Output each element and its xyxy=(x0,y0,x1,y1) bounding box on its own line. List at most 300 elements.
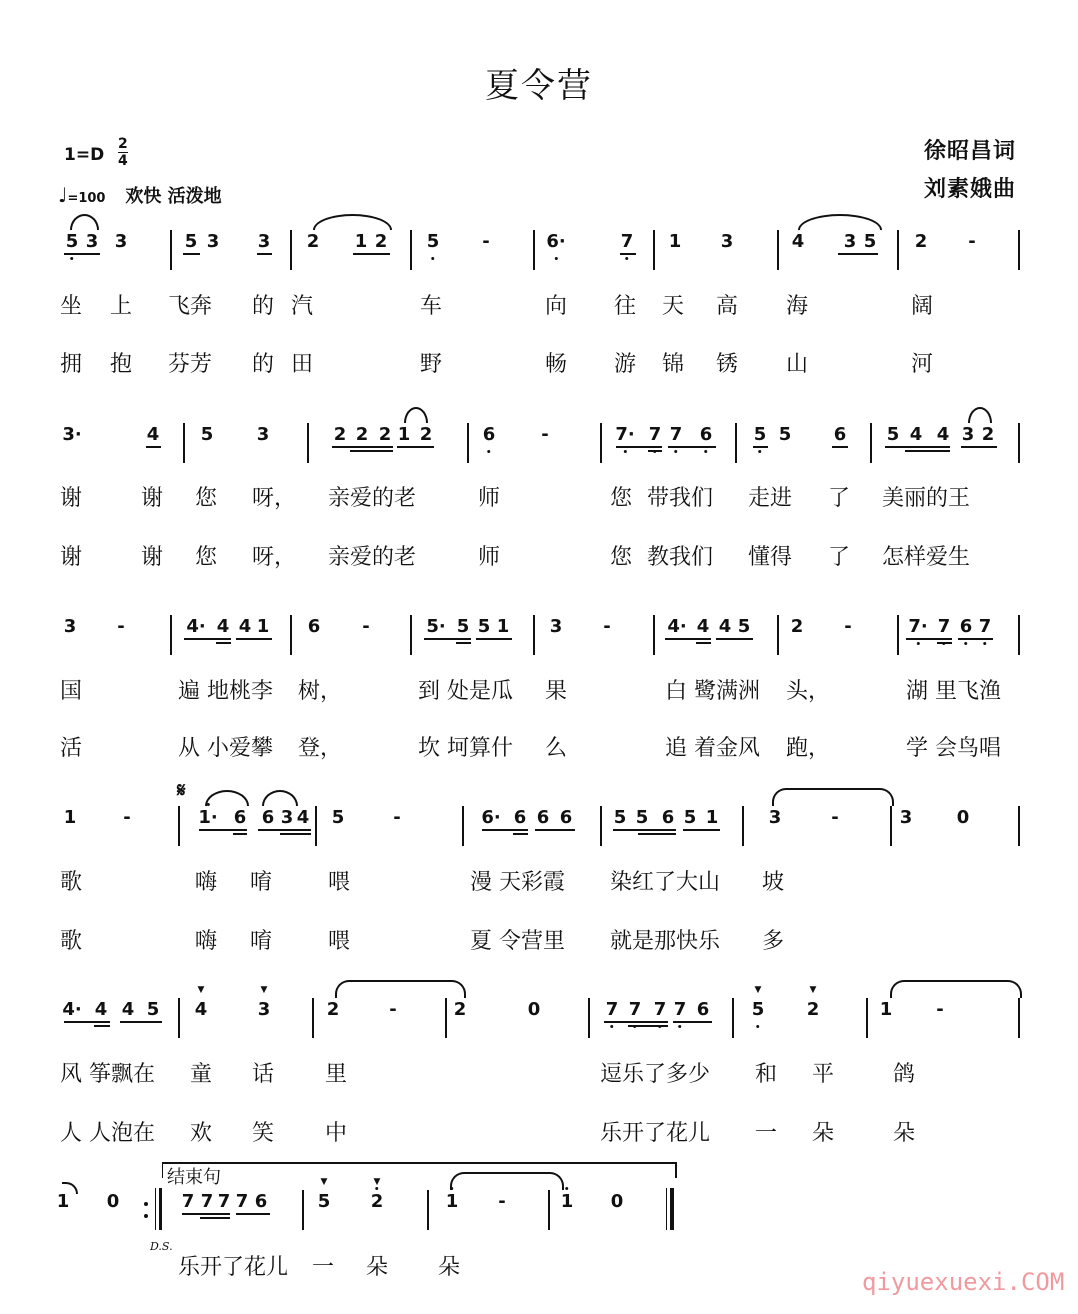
lyric-text: 果 xyxy=(545,679,568,704)
underline-beam xyxy=(64,253,100,255)
barline xyxy=(600,423,602,463)
underline-beam xyxy=(673,1021,712,1023)
barline xyxy=(777,230,779,270)
lyric-text: 遍 地桃李 xyxy=(178,679,273,704)
note: 6 xyxy=(254,1191,268,1212)
barline xyxy=(410,615,412,655)
note: - xyxy=(123,807,131,828)
barline xyxy=(533,230,535,270)
lyric-text: 坡 xyxy=(762,870,785,895)
lyric-text: 河 xyxy=(911,352,934,377)
note: 3 xyxy=(85,231,99,252)
lyric-text: 嗨 xyxy=(195,870,218,895)
note: 4 xyxy=(718,616,732,637)
lyric-text: 乐开了花儿 xyxy=(178,1255,289,1280)
underline-beam xyxy=(832,446,848,448)
lyric-text: 亲爱的老 xyxy=(328,486,417,511)
underline-beam xyxy=(216,642,231,644)
note: 6 xyxy=(233,807,247,828)
note: 0 xyxy=(956,807,970,828)
underline-beam xyxy=(146,446,161,448)
lyric-text: 嗨 xyxy=(195,929,218,954)
lyric-text: 野 xyxy=(420,352,443,377)
barline xyxy=(183,423,185,463)
lyric-text: 您 xyxy=(610,545,633,570)
lyric-text: 的 xyxy=(252,294,275,319)
slur xyxy=(262,790,298,806)
underline-beam xyxy=(476,638,512,640)
barline xyxy=(307,423,309,463)
underline-beam xyxy=(616,446,662,448)
note: 1 xyxy=(56,1191,70,1212)
low-octave-dot xyxy=(675,450,678,453)
underline-beam xyxy=(906,638,952,640)
staccato-icon: ▼ xyxy=(373,1177,381,1187)
expression-text: 欢快 活泼地 xyxy=(125,186,222,207)
lyric-text: 谢 xyxy=(60,545,83,570)
note: - xyxy=(844,616,852,637)
note: 4 xyxy=(121,999,135,1020)
lyric-text: 飞奔 xyxy=(168,294,213,319)
note: 5 xyxy=(66,232,79,252)
lyric-text: 跑， xyxy=(786,736,831,761)
note: 5 ▼ xyxy=(318,1192,331,1212)
note: 5 xyxy=(635,807,649,828)
note: 2 xyxy=(374,231,388,252)
barline xyxy=(315,806,317,846)
note: 1 xyxy=(354,231,368,252)
lyric-text: 山 xyxy=(786,352,809,377)
lyric-text: 风 筝飘在 xyxy=(60,1062,155,1087)
lyric-text: 湖 里飞渔 xyxy=(906,679,1001,704)
note: 3· xyxy=(62,424,82,445)
barline xyxy=(1018,998,1020,1038)
low-octave-dot xyxy=(965,642,968,645)
barline xyxy=(178,998,180,1038)
note: 3 xyxy=(256,424,270,445)
note: 5 xyxy=(427,232,440,252)
lyric-text: 怎样爱生 xyxy=(882,545,971,570)
note: 5 xyxy=(754,425,767,445)
note: 2 xyxy=(378,424,392,445)
underline-beam xyxy=(513,833,528,835)
lyric-text: 喂 xyxy=(328,929,351,954)
lyric-text: 登， xyxy=(298,736,343,761)
lyric-text: 唷 xyxy=(250,870,273,895)
lyric-text: 芬芳 xyxy=(168,352,213,377)
note: 6 xyxy=(307,616,321,637)
barline xyxy=(290,615,292,655)
note: 1· xyxy=(198,808,217,828)
note: - xyxy=(389,999,397,1020)
lyric-text: 一 xyxy=(312,1255,335,1280)
lyric-text: 多 xyxy=(762,929,785,954)
barline xyxy=(777,615,779,655)
note: 3 xyxy=(899,807,913,828)
lyric-text: 头， xyxy=(786,679,831,704)
lyric-text: 亲爱的老 xyxy=(328,545,417,570)
lyric-text: 游 xyxy=(614,352,637,377)
note: 4 xyxy=(791,231,805,252)
underline-beam xyxy=(838,253,878,255)
lyric-text: 走进 xyxy=(748,486,793,511)
underline-beam xyxy=(961,446,997,448)
underline-beam xyxy=(184,638,231,640)
note: 6 xyxy=(700,425,713,445)
high-octave-dot xyxy=(566,1187,569,1190)
note: 7· xyxy=(615,425,634,445)
repeat-dot-top xyxy=(144,1202,148,1206)
lyric-text: 么 xyxy=(545,736,568,761)
lyric-text: 锈 xyxy=(716,352,739,377)
barline xyxy=(410,230,412,270)
note: 4· xyxy=(667,616,687,637)
lyric-text: 逗乐了多少 xyxy=(600,1062,711,1087)
lyric-text: 朵 xyxy=(893,1121,916,1146)
lyric-text: 从 小爱攀 xyxy=(178,736,273,761)
barline xyxy=(732,998,734,1038)
note: 3 xyxy=(843,231,857,252)
lyric-text: 师 xyxy=(478,545,501,570)
lyric-text: 车 xyxy=(420,294,443,319)
lyric-text: 坐 xyxy=(60,294,83,319)
note: 3 xyxy=(549,616,563,637)
barline xyxy=(600,806,602,846)
low-octave-dot xyxy=(432,257,435,260)
slur xyxy=(798,214,882,230)
note: 2 ▼ xyxy=(371,1192,384,1212)
barline xyxy=(312,998,314,1038)
time-signature xyxy=(118,136,128,169)
lyric-text: 汽 xyxy=(291,294,314,319)
note: 6 xyxy=(960,617,973,637)
note: 6 xyxy=(696,999,710,1020)
note: 7 xyxy=(621,232,634,252)
underline-beam xyxy=(648,450,662,452)
lyric-text: 呀， xyxy=(252,545,297,570)
underline-beam xyxy=(716,638,753,640)
slur xyxy=(70,214,99,230)
lyric-text: 向 xyxy=(545,294,568,319)
note: - xyxy=(498,1191,506,1212)
note: 6 xyxy=(261,807,275,828)
low-octave-dot xyxy=(611,1025,614,1028)
slur xyxy=(313,214,392,230)
time-top: 2 xyxy=(118,136,128,152)
watermark: qiyuexuexi.COM xyxy=(862,1268,1065,1296)
note: 4 xyxy=(216,616,230,637)
underline-beam xyxy=(332,446,393,448)
note: 1 xyxy=(256,616,270,637)
lyric-text: 阔 xyxy=(911,294,934,319)
barline xyxy=(1018,806,1020,846)
note: 6· xyxy=(481,807,501,828)
underline-beam xyxy=(604,1021,668,1023)
underline-beam xyxy=(350,450,393,452)
underline-beam xyxy=(200,1217,230,1219)
note: 5 xyxy=(456,616,470,637)
barline xyxy=(866,998,868,1038)
lyric-text: 畅 xyxy=(545,352,568,377)
lyric-text: 您 xyxy=(610,486,633,511)
note: 7· xyxy=(908,617,927,637)
note: 2 xyxy=(453,999,467,1020)
barline xyxy=(170,230,172,270)
low-octave-dot xyxy=(624,450,627,453)
note: 3 xyxy=(280,807,294,828)
note: 7 xyxy=(200,1191,214,1212)
barline xyxy=(1018,423,1020,463)
underline-beam xyxy=(280,833,311,835)
note: - xyxy=(393,807,401,828)
lyric-text: 往 xyxy=(614,294,637,319)
note: 2 ▼ xyxy=(807,1000,820,1020)
lyric-text: 乐开了花儿 xyxy=(600,1121,711,1146)
underline-beam xyxy=(199,829,247,831)
note: 3 xyxy=(114,231,128,252)
underline-beam xyxy=(665,638,711,640)
underline-beam xyxy=(236,1213,270,1215)
note: 7 xyxy=(235,1191,249,1212)
barline xyxy=(445,998,447,1038)
underline-beam xyxy=(638,833,676,835)
underline-beam xyxy=(236,638,272,640)
quarter-note-icon: ♩ xyxy=(58,183,68,207)
note: 6 xyxy=(513,807,527,828)
barline xyxy=(178,806,180,846)
note: 5 xyxy=(146,999,160,1020)
lyric-text: 歌 xyxy=(60,929,83,954)
note: - xyxy=(482,231,490,252)
note: 7 xyxy=(674,1000,687,1020)
low-octave-dot xyxy=(555,257,558,260)
lyric-text: 里 xyxy=(325,1062,348,1087)
staccato-icon: ▼ xyxy=(197,985,205,995)
note: 0 xyxy=(106,1191,120,1212)
note: 6 xyxy=(483,425,496,445)
underline-beam xyxy=(937,642,952,644)
barline xyxy=(1018,615,1020,655)
note: 0 xyxy=(527,999,541,1020)
barline xyxy=(548,1190,550,1230)
low-octave-dot xyxy=(984,642,987,645)
lyric-text: 谢 xyxy=(60,486,83,511)
lyric-text: 国 xyxy=(60,679,83,704)
note: 2 xyxy=(981,424,995,445)
barline xyxy=(742,806,744,846)
lyric-text: 活 xyxy=(60,736,83,761)
barline xyxy=(897,615,899,655)
key-signature xyxy=(64,145,104,165)
lyric-text: 喂 xyxy=(328,870,351,895)
note: 5 xyxy=(737,616,751,637)
note: 4· xyxy=(186,616,206,637)
barline xyxy=(1018,230,1020,270)
low-octave-dot xyxy=(488,450,491,453)
note: 2 xyxy=(914,231,928,252)
lyric-text: 抱 xyxy=(110,352,133,377)
barline xyxy=(427,1190,429,1230)
note: 1 xyxy=(668,231,682,252)
note: 6 xyxy=(536,807,550,828)
underline-beam xyxy=(753,446,768,448)
ending-label: 结束句 xyxy=(167,1167,221,1188)
barline xyxy=(533,615,535,655)
note: 4 xyxy=(909,424,923,445)
underline-beam xyxy=(668,446,716,448)
low-octave-dot xyxy=(917,642,920,645)
lyric-text: 朵 xyxy=(438,1255,461,1280)
tie xyxy=(772,788,894,806)
tempo-value: =100 xyxy=(67,191,106,206)
note: 1 xyxy=(446,1192,459,1212)
barline xyxy=(897,230,899,270)
underline-beam xyxy=(628,1025,668,1027)
lyric-text: 笑 xyxy=(252,1121,275,1146)
repeat-dot-bottom xyxy=(144,1214,148,1218)
lyric-text: 了 xyxy=(828,545,851,570)
lyric-text: 童 xyxy=(190,1062,213,1087)
underline-beam xyxy=(183,253,200,255)
lyric-text: 美丽的王 xyxy=(882,486,971,511)
note: 5 xyxy=(886,424,900,445)
note: - xyxy=(603,616,611,637)
note: 5 xyxy=(477,616,491,637)
note: 2 xyxy=(306,231,320,252)
low-octave-dot xyxy=(759,450,762,453)
barline xyxy=(467,423,469,463)
underline-beam xyxy=(482,829,528,831)
ds-mark: D.S. xyxy=(150,1240,173,1253)
underline-beam xyxy=(120,1021,162,1023)
barline xyxy=(170,615,172,655)
barline xyxy=(290,230,292,270)
note: 3 xyxy=(206,231,220,252)
note: 4 xyxy=(936,424,950,445)
lyric-text: 您 xyxy=(195,545,218,570)
key-label: 1=D xyxy=(64,145,105,165)
lyric-text: 朵 xyxy=(366,1255,389,1280)
note: 4 xyxy=(238,616,252,637)
note: - xyxy=(117,616,125,637)
note: 4 xyxy=(146,424,160,445)
note: 5 xyxy=(184,231,198,252)
note: 3 ▼ xyxy=(258,1000,271,1020)
underline-beam xyxy=(885,446,950,448)
note: 4 ▼ xyxy=(195,1000,208,1020)
lyric-text: 谢 xyxy=(141,486,164,511)
lyric-text: 呀， xyxy=(252,486,297,511)
note: 1 xyxy=(397,424,411,445)
note: - xyxy=(936,999,944,1020)
staccato-icon: ▼ xyxy=(809,985,817,995)
barline xyxy=(302,1190,304,1230)
underline-beam xyxy=(696,642,711,644)
lyric-text: 坎 坷算什 xyxy=(418,736,513,761)
note: 4 xyxy=(696,616,710,637)
lyric-text: 到 处是瓜 xyxy=(418,679,513,704)
note: 5 xyxy=(613,807,627,828)
lyric-text: 树， xyxy=(298,679,343,704)
note: 3 xyxy=(720,231,734,252)
note: 3 xyxy=(961,424,975,445)
lyric-text: 师 xyxy=(478,486,501,511)
lyric-text: 鸽 xyxy=(893,1062,916,1087)
barline xyxy=(735,423,737,463)
note: 0 xyxy=(610,1191,624,1212)
note: - xyxy=(541,424,549,445)
lyric-text: 天 xyxy=(662,294,685,319)
note: 7 xyxy=(217,1191,231,1212)
note: 2 xyxy=(419,424,433,445)
note: 5 xyxy=(331,807,345,828)
lyric-text: 教我们 xyxy=(647,545,714,570)
slur xyxy=(968,407,992,423)
note: 7 xyxy=(181,1191,195,1212)
note: 4 xyxy=(94,999,108,1020)
note: 2 xyxy=(355,424,369,445)
final-thick-bar xyxy=(670,1188,674,1230)
lyric-text: 人 人泡在 xyxy=(60,1121,155,1146)
underline-beam xyxy=(257,253,272,255)
note: 7 xyxy=(670,425,683,445)
barline xyxy=(870,423,872,463)
note: 5 xyxy=(778,424,792,445)
lyric-text: 染红了大山 xyxy=(610,870,721,895)
ending-bracket xyxy=(162,1162,677,1178)
note: 7 xyxy=(629,1000,642,1020)
underline-beam xyxy=(64,1021,110,1023)
note: 1 xyxy=(63,807,77,828)
low-octave-dot xyxy=(705,450,708,453)
time-bottom: 4 xyxy=(118,153,128,169)
note: - xyxy=(968,231,976,252)
note: 1 xyxy=(879,999,893,1020)
underline-beam xyxy=(353,253,390,255)
lyric-text: 锦 xyxy=(662,352,685,377)
note: - xyxy=(362,616,370,637)
underline-beam xyxy=(182,1213,230,1215)
lyric-text: 谢 xyxy=(141,545,164,570)
note: 6 xyxy=(661,807,675,828)
barline xyxy=(462,806,464,846)
note: 5 xyxy=(683,807,697,828)
repeat-thin-bar xyxy=(155,1188,156,1230)
lyric-text: 平 xyxy=(812,1062,835,1087)
tie xyxy=(890,980,1022,998)
note: 1 xyxy=(705,807,719,828)
note: 6 xyxy=(833,424,847,445)
underline-beam xyxy=(683,829,720,831)
song-title: 夏令营 xyxy=(485,66,593,106)
lyric-text: 白 鹭满洲 xyxy=(665,679,760,704)
staccato-icon: ▼ xyxy=(320,1177,328,1187)
note: 2 xyxy=(326,999,340,1020)
underline-beam xyxy=(613,829,676,831)
lyric-text: 上 xyxy=(110,294,133,319)
note: 3 xyxy=(257,231,271,252)
lyric-text: 就是那快乐 xyxy=(610,929,721,954)
lyric-text: 中 xyxy=(325,1121,348,1146)
barline xyxy=(890,806,892,846)
underline-beam xyxy=(620,253,636,255)
lyric-text: 朵 xyxy=(812,1121,835,1146)
lyric-text: 带我们 xyxy=(647,486,714,511)
slur xyxy=(404,407,428,423)
underline-beam xyxy=(233,833,247,835)
lyric-text: 海 xyxy=(786,294,809,319)
note: 3 xyxy=(63,616,77,637)
